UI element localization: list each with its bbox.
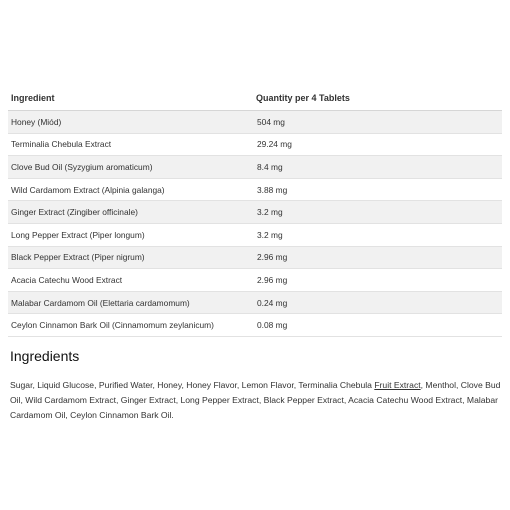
quantity-cell: 504 mg [253, 111, 502, 134]
nutrition-table-container [8, 86, 502, 337]
column-header-quantity: Quantity per 4 Tablets [253, 86, 502, 111]
quantity-cell: 0.08 mg [253, 314, 502, 337]
ingredient-cell: Terminalia Chebula Extract [8, 133, 253, 156]
table-row [8, 178, 502, 201]
quantity-cell: 2.96 mg [253, 246, 502, 269]
quantity-cell: 8.4 mg [253, 156, 502, 179]
ingredient-cell: Wild Cardamom Extract (Alpinia galanga) [8, 178, 253, 201]
table-row [8, 223, 502, 246]
table-header-row [8, 86, 502, 111]
table-body [8, 111, 502, 337]
table-row [8, 156, 502, 179]
ingredients-heading: Ingredients [10, 348, 80, 364]
table-row [8, 111, 502, 134]
fruit-extract-link[interactable]: Fruit Extract [374, 380, 421, 390]
quantity-cell: 3.2 mg [253, 201, 502, 224]
quantity-cell: 3.88 mg [253, 178, 502, 201]
quantity-cell: 2.96 mg [253, 269, 502, 292]
quantity-cell: 3.2 mg [253, 223, 502, 246]
ingredient-cell: Clove Bud Oil (Syzygium aromaticum) [8, 156, 253, 179]
ingredients-text [10, 378, 502, 423]
ingredient-cell: Acacia Catechu Wood Extract [8, 269, 253, 292]
ingredient-cell: Ginger Extract (Zingiber officinale) [8, 201, 253, 224]
table-row [8, 291, 502, 314]
ingredient-quantity-table [8, 86, 502, 337]
table-row [8, 133, 502, 156]
ingredients-text-part-1: Sugar, Liquid Glucose, Purified Water, Honey, Honey Flavor, Lemon Flavor, Terminalia Chebula [10, 380, 375, 390]
quantity-cell: 29.24 mg [253, 133, 502, 156]
ingredient-cell: Honey (Miód) [8, 111, 253, 134]
ingredients-text-part-2: , Menthol, Clove Bud Oil, Wild Cardamom Extract, Ginger Extract, Long Pepper Extract, Black Pepper Extract, Acacia Catechu Wood Extract, Malabar Cardamom Oil, Ceylon Cinnamon Bark Oil. [10, 380, 501, 420]
ingredient-cell: Ceylon Cinnamon Bark Oil (Cinnamomum zeylanicum) [8, 314, 253, 337]
table-row [8, 201, 502, 224]
quantity-cell: 0.24 mg [253, 291, 502, 314]
column-header-ingredient: Ingredient [8, 86, 253, 111]
table-row [8, 269, 502, 292]
ingredient-cell: Long Pepper Extract (Piper longum) [8, 223, 253, 246]
ingredient-cell: Malabar Cardamom Oil (Elettaria cardamomum) [8, 291, 253, 314]
table-row [8, 314, 502, 337]
ingredient-cell: Black Pepper Extract (Piper nigrum) [8, 246, 253, 269]
table-row [8, 246, 502, 269]
